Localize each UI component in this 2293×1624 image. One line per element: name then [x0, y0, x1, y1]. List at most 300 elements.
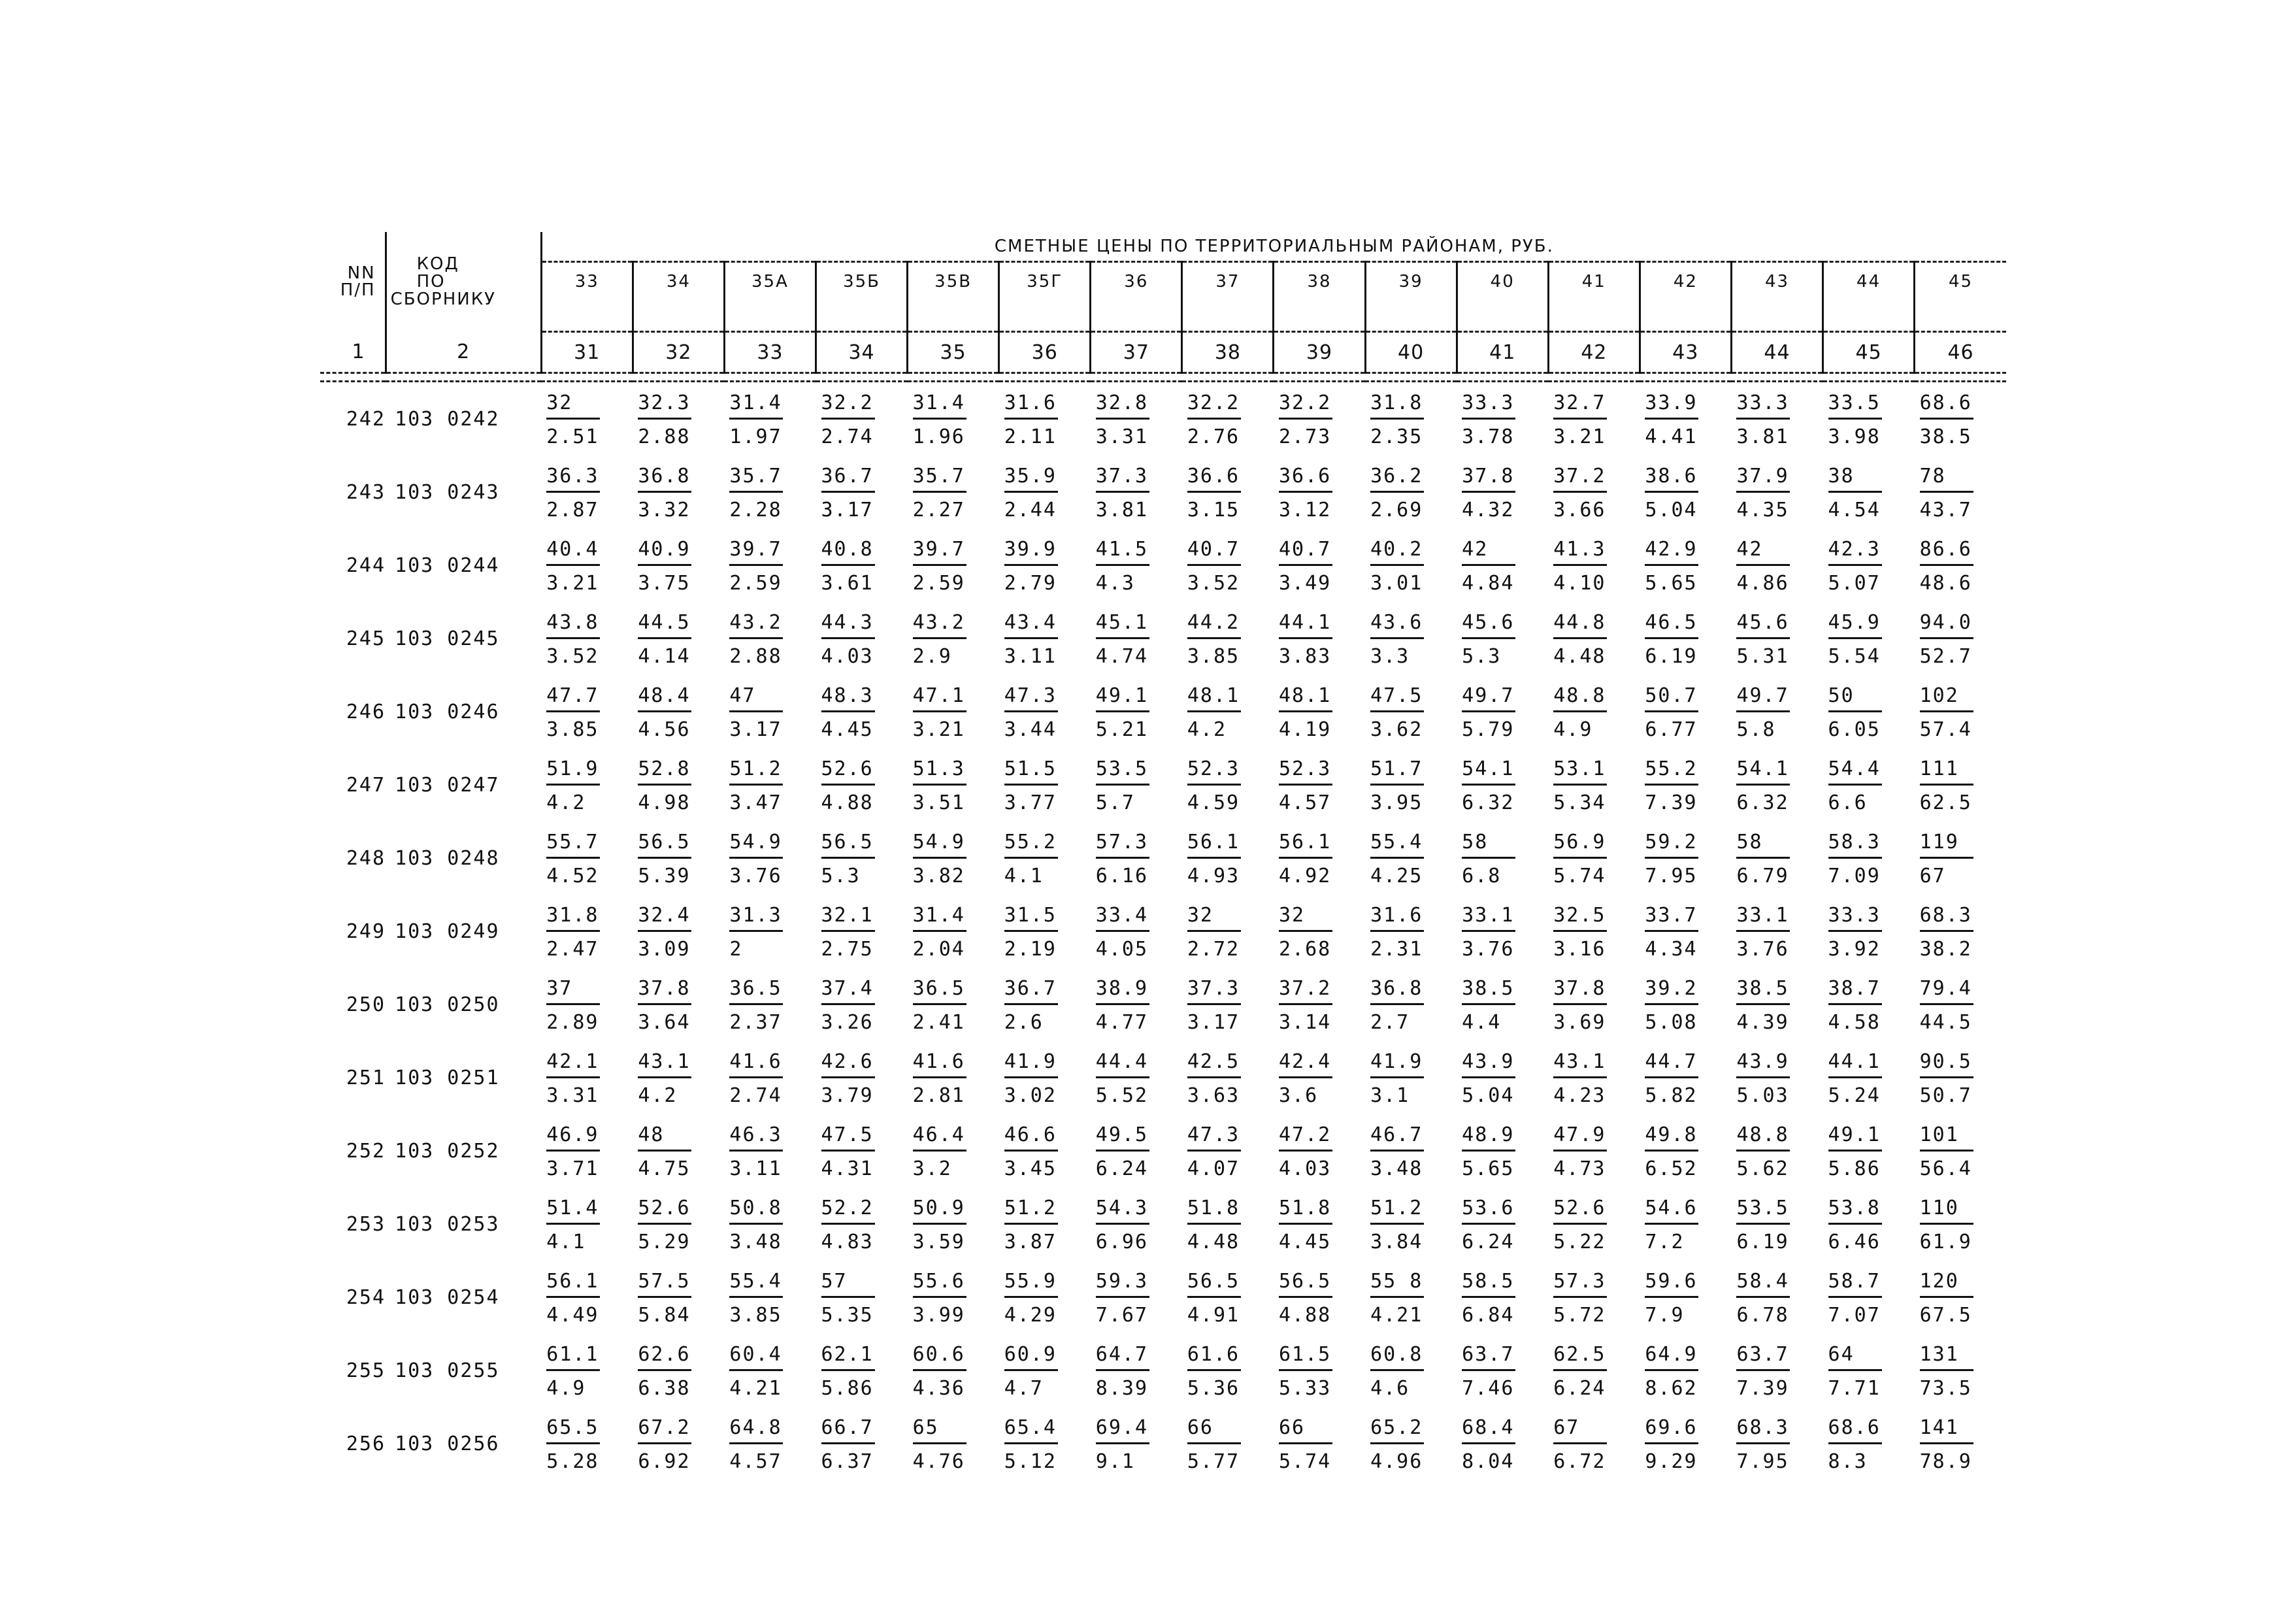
price-value: 33.3 — [1828, 904, 1881, 927]
price-value: 41.3 — [1553, 538, 1606, 561]
price-cell — [633, 1334, 724, 1407]
price-value: 39.7 — [729, 538, 782, 561]
fraction-line — [1096, 1442, 1149, 1444]
fraction-line — [1370, 491, 1424, 493]
column-number: 42 — [1548, 332, 1640, 373]
fraction-line — [1462, 710, 1515, 712]
wage-value: 3.16 — [1553, 938, 1606, 961]
fraction-line — [1279, 784, 1332, 786]
wage-value: 4.91 — [1187, 1304, 1240, 1327]
price-value: 33.1 — [1462, 904, 1515, 927]
price-cell — [1915, 1041, 2006, 1114]
price-value: 50.9 — [912, 1197, 965, 1219]
fraction-line — [1462, 637, 1515, 639]
fraction-line — [1096, 1150, 1149, 1152]
wage-value: 4.74 — [1095, 645, 1149, 668]
fraction-line — [1462, 1150, 1515, 1152]
fraction-line — [638, 418, 691, 420]
row-code: 103 0243 — [395, 480, 500, 504]
price-value: 51.8 — [1278, 1197, 1332, 1219]
price-cell — [1915, 895, 2006, 968]
price-cell — [1731, 1334, 1823, 1407]
fraction-line — [1370, 930, 1424, 932]
price-value: 40.4 — [546, 538, 599, 561]
fraction-line — [1187, 1296, 1241, 1298]
price-value: 35.7 — [729, 465, 782, 488]
price-cell — [816, 675, 908, 748]
wage-value: 2.72 — [1187, 938, 1240, 961]
price-value: 37.3 — [1187, 977, 1240, 1000]
fraction-line — [1004, 637, 1058, 639]
nn-header-line2: П/П — [340, 280, 376, 301]
price-cell — [999, 456, 1091, 529]
price-value: 62.1 — [821, 1343, 874, 1366]
price-value: 49.1 — [1095, 684, 1149, 707]
row-code: 103 0248 — [395, 846, 500, 870]
fraction-line — [1004, 1296, 1058, 1298]
fraction-line — [1187, 857, 1241, 859]
wage-value: 6.05 — [1828, 718, 1881, 741]
row-number: 251 — [346, 1066, 386, 1089]
price-cell — [1915, 1407, 2006, 1480]
price-cell — [633, 821, 724, 895]
price-cell — [1640, 748, 1731, 821]
price-value: 51.7 — [1370, 757, 1423, 780]
price-value: 50 — [1828, 684, 1855, 707]
price-cell — [999, 968, 1091, 1041]
price-cell — [908, 1187, 999, 1261]
wage-value: 3.14 — [1278, 1011, 1332, 1034]
price-value: 43.1 — [638, 1050, 691, 1073]
wage-value: 4.9 — [546, 1377, 586, 1400]
wage-value: 5.72 — [1553, 1304, 1606, 1327]
fraction-line — [1736, 1223, 1790, 1225]
price-cell — [1182, 456, 1274, 529]
price-value: 43.2 — [729, 611, 782, 634]
fraction-line — [821, 1076, 875, 1078]
price-cell — [1091, 675, 1182, 748]
wage-value: 6.52 — [1645, 1157, 1698, 1180]
price-cell — [1182, 895, 1274, 968]
price-value: 31.3 — [729, 904, 782, 927]
wage-value: 5.03 — [1736, 1084, 1789, 1107]
fraction-line — [1462, 930, 1515, 932]
price-cell — [633, 529, 724, 602]
fraction-line — [1279, 1150, 1332, 1152]
price-value: 57.5 — [638, 1270, 691, 1293]
wage-value: 73.5 — [1919, 1377, 1972, 1400]
wage-value: 3.26 — [821, 1011, 874, 1034]
district-header: 39 — [1365, 262, 1457, 332]
fraction-line — [729, 930, 783, 932]
wage-value: 4.83 — [821, 1231, 874, 1253]
price-value: 47.5 — [821, 1123, 874, 1146]
wage-value: 9.1 — [1095, 1450, 1135, 1473]
fraction-line — [821, 1296, 875, 1298]
wage-value: 5.28 — [546, 1450, 599, 1473]
fraction-line — [1920, 1223, 1973, 1225]
price-value: 33.5 — [1828, 391, 1881, 414]
wage-value: 3.2 — [912, 1157, 952, 1180]
fraction-line — [1096, 710, 1149, 712]
price-cell — [1548, 382, 1640, 456]
table-row — [320, 602, 2006, 675]
price-value: 47 — [729, 684, 756, 707]
fraction-line — [546, 930, 600, 932]
price-cell — [724, 602, 816, 675]
price-cell — [1823, 456, 1915, 529]
wage-value: 5.24 — [1828, 1084, 1881, 1107]
fraction-line — [1828, 637, 1882, 639]
price-value: 37.4 — [821, 977, 874, 1000]
price-cell — [816, 456, 908, 529]
price-value: 56.5 — [1278, 1270, 1332, 1293]
nn-header — [320, 232, 386, 332]
price-cell — [1182, 1334, 1274, 1407]
price-value: 56.9 — [1553, 831, 1606, 853]
price-cell — [1823, 1114, 1915, 1187]
wage-value: 5.34 — [1553, 791, 1606, 814]
row-number: 255 — [346, 1359, 386, 1382]
wage-value: 4.57 — [729, 1450, 782, 1473]
wage-value: 5.86 — [821, 1377, 874, 1400]
fraction-line — [1370, 1223, 1424, 1225]
price-table — [320, 232, 2006, 1480]
price-cell — [908, 675, 999, 748]
fraction-line — [546, 1150, 600, 1152]
wage-value: 2.74 — [821, 425, 874, 448]
fraction-line — [1645, 1369, 1698, 1371]
price-value: 33.1 — [1736, 904, 1789, 927]
price-value: 36.8 — [638, 465, 691, 488]
fraction-line — [1370, 1369, 1424, 1371]
wage-value: 5.29 — [638, 1231, 691, 1253]
wage-value: 4.2 — [1187, 718, 1227, 741]
fraction-line — [1553, 1296, 1607, 1298]
fraction-line — [1920, 1003, 1973, 1005]
fraction-line — [1370, 1076, 1424, 1078]
price-value: 38.5 — [1462, 977, 1515, 1000]
row-number: 256 — [346, 1432, 386, 1455]
wage-value: 3.81 — [1095, 499, 1149, 522]
price-cell — [1182, 748, 1274, 821]
wage-value: 3.83 — [1278, 645, 1332, 668]
fraction-line — [729, 418, 783, 420]
price-cell — [999, 1114, 1091, 1187]
price-cell — [1823, 675, 1915, 748]
wage-value: 5.3 — [1462, 645, 1502, 668]
row-code: 103 0253 — [395, 1212, 500, 1236]
wage-value: 5.22 — [1553, 1231, 1606, 1253]
fraction-line — [1462, 1369, 1515, 1371]
price-value: 39.2 — [1645, 977, 1698, 1000]
fraction-line — [1645, 637, 1698, 639]
price-cell — [1548, 1334, 1640, 1407]
wage-value: 4.21 — [729, 1377, 782, 1400]
price-cell — [1274, 382, 1365, 456]
wage-value: 6.6 — [1828, 791, 1868, 814]
price-cell — [1915, 1114, 2006, 1187]
wage-value: 3.45 — [1004, 1157, 1057, 1180]
wage-value: 4.21 — [1370, 1304, 1423, 1327]
fraction-line — [1645, 930, 1698, 932]
price-cell — [1274, 748, 1365, 821]
fraction-line — [1920, 930, 1973, 932]
price-cell — [724, 382, 816, 456]
price-value: 36.8 — [1370, 977, 1423, 1000]
price-cell — [1274, 1261, 1365, 1334]
price-cell — [1823, 1187, 1915, 1261]
wage-value: 4.56 — [638, 718, 691, 741]
price-cell — [1365, 968, 1457, 1041]
price-cell — [1182, 382, 1274, 456]
price-value: 37 — [546, 977, 573, 1000]
wage-value: 5.7 — [1095, 791, 1135, 814]
price-value: 58.4 — [1736, 1270, 1789, 1293]
price-cell — [1091, 1261, 1182, 1334]
price-value: 56.1 — [1278, 831, 1332, 853]
price-value: 49.1 — [1828, 1123, 1881, 1146]
fraction-line — [1187, 1150, 1241, 1152]
price-value: 48 — [638, 1123, 665, 1146]
price-value: 58.3 — [1828, 831, 1881, 853]
wage-value: 4.93 — [1187, 865, 1240, 887]
price-cell — [816, 1261, 908, 1334]
fraction-line — [1828, 491, 1882, 493]
table-row — [320, 456, 2006, 529]
price-cell — [541, 1334, 633, 1407]
fraction-line — [1736, 857, 1790, 859]
wage-value: 6.92 — [638, 1450, 691, 1473]
price-cell — [1091, 1407, 1182, 1480]
price-value: 40.9 — [638, 538, 691, 561]
column-number: 32 — [633, 332, 724, 373]
wage-value: 2.37 — [729, 1011, 782, 1034]
fraction-line — [729, 1150, 783, 1152]
wage-value: 3.1 — [1370, 1084, 1410, 1107]
price-value: 94.0 — [1919, 611, 1972, 634]
wage-value: 2.28 — [729, 499, 782, 522]
wage-value: 3.11 — [729, 1157, 782, 1180]
wage-value: 3.62 — [1370, 718, 1423, 741]
price-value: 43.4 — [1004, 611, 1057, 634]
wage-value: 2.75 — [821, 938, 874, 961]
price-value: 43.6 — [1370, 611, 1423, 634]
fraction-line — [1736, 1296, 1790, 1298]
wage-value: 4.41 — [1645, 425, 1698, 448]
price-value: 42.1 — [546, 1050, 599, 1073]
wage-value: 3.85 — [546, 718, 599, 741]
price-cell — [1548, 1187, 1640, 1261]
wage-value: 5.52 — [1095, 1084, 1149, 1107]
fraction-line — [1553, 1076, 1607, 1078]
fraction-line — [913, 1296, 966, 1298]
price-cell — [816, 748, 908, 821]
fraction-line — [1736, 1369, 1790, 1371]
wage-value: 2.35 — [1370, 425, 1423, 448]
fraction-line — [729, 784, 783, 786]
wage-value: 5.35 — [821, 1304, 874, 1327]
fraction-line — [821, 637, 875, 639]
price-cell — [724, 1041, 816, 1114]
price-value: 44.2 — [1187, 611, 1240, 634]
row-code: 103 0250 — [395, 993, 500, 1016]
price-value: 53.6 — [1462, 1197, 1515, 1219]
price-value: 62.5 — [1553, 1343, 1606, 1366]
table-row — [320, 1041, 2006, 1114]
price-value: 60.6 — [912, 1343, 965, 1366]
fraction-line — [1279, 1442, 1332, 1444]
wage-value: 3.98 — [1828, 425, 1881, 448]
price-value: 45.9 — [1828, 611, 1881, 634]
district-header: 36 — [1091, 262, 1182, 332]
fraction-line — [1553, 1003, 1607, 1005]
fraction-line — [729, 1369, 783, 1371]
wage-value: 4.19 — [1278, 718, 1332, 741]
wage-value: 3.11 — [1004, 645, 1057, 668]
price-cell — [908, 1334, 999, 1407]
price-value: 37.8 — [1462, 465, 1515, 488]
row-code: 103 0254 — [395, 1285, 500, 1309]
wage-value: 2.31 — [1370, 938, 1423, 961]
price-cell — [724, 1261, 816, 1334]
table-row — [320, 382, 2006, 456]
price-value: 54.9 — [912, 831, 965, 853]
price-value: 51.9 — [546, 757, 599, 780]
price-value: 101 — [1919, 1123, 1959, 1146]
price-value: 32.4 — [638, 904, 691, 927]
price-value: 68.6 — [1828, 1416, 1881, 1439]
wage-value: 2.27 — [912, 499, 965, 522]
fraction-line — [546, 491, 600, 493]
fraction-line — [546, 784, 600, 786]
wage-value: 3.21 — [912, 718, 965, 741]
price-cell — [724, 748, 816, 821]
wage-value: 4.49 — [546, 1304, 599, 1327]
price-cell — [1823, 1041, 1915, 1114]
wage-value: 3.77 — [1004, 791, 1057, 814]
price-cell — [999, 1041, 1091, 1114]
price-cell — [1548, 821, 1640, 895]
price-value: 43.9 — [1462, 1050, 1515, 1073]
price-cell — [1182, 1114, 1274, 1187]
fraction-line — [1736, 1076, 1790, 1078]
price-cell — [1640, 1334, 1731, 1407]
fraction-line — [1553, 564, 1607, 566]
wage-value: 38.2 — [1919, 938, 1972, 961]
price-cell — [816, 895, 908, 968]
wage-value: 4.84 — [1462, 572, 1515, 595]
price-cell — [1823, 382, 1915, 456]
wage-value: 5.86 — [1828, 1157, 1881, 1180]
fraction-line — [638, 491, 691, 493]
price-value: 119 — [1919, 831, 1959, 853]
wage-value: 3.09 — [638, 938, 691, 961]
fraction-line — [638, 1369, 691, 1371]
price-value: 42.3 — [1828, 538, 1881, 561]
price-value: 41.6 — [729, 1050, 782, 1073]
fraction-line — [1004, 930, 1058, 932]
fraction-line — [1462, 1223, 1515, 1225]
price-cell — [1274, 456, 1365, 529]
fraction-line — [1187, 710, 1241, 712]
fraction-line — [1096, 564, 1149, 566]
fraction-line — [729, 1223, 783, 1225]
wage-value: 3.32 — [638, 499, 691, 522]
price-value: 37.2 — [1278, 977, 1332, 1000]
wage-value: 3.82 — [912, 865, 965, 887]
fraction-line — [1187, 637, 1241, 639]
price-value: 35.7 — [912, 465, 965, 488]
price-value: 42.6 — [821, 1050, 874, 1073]
price-value: 31.5 — [1004, 904, 1057, 927]
wage-value: 3.59 — [912, 1231, 965, 1253]
fraction-line — [1370, 564, 1424, 566]
fraction-line — [1279, 1223, 1332, 1225]
wage-value: 4.9 — [1553, 718, 1593, 741]
fraction-line — [913, 1003, 966, 1005]
price-value: 56.5 — [1187, 1270, 1240, 1293]
price-value: 31.4 — [912, 904, 965, 927]
fraction-line — [1828, 418, 1882, 420]
price-cell — [541, 1114, 633, 1187]
price-value: 37.8 — [638, 977, 691, 1000]
price-cell — [999, 675, 1091, 748]
price-cell — [541, 895, 633, 968]
fraction-line — [1004, 1150, 1058, 1152]
price-cell — [908, 1041, 999, 1114]
price-value: 47.5 — [1370, 684, 1423, 707]
price-cell — [1274, 968, 1365, 1041]
wage-value: 4.98 — [638, 791, 691, 814]
price-cell — [1274, 1407, 1365, 1480]
fraction-line — [913, 1223, 966, 1225]
price-cell — [999, 821, 1091, 895]
price-value: 52.8 — [638, 757, 691, 780]
price-cell — [1915, 1334, 2006, 1407]
fraction-line — [1553, 1223, 1607, 1225]
price-cell — [1640, 382, 1731, 456]
price-value: 58.5 — [1462, 1270, 1515, 1293]
wage-value: 7.39 — [1736, 1377, 1789, 1400]
price-value: 64.8 — [729, 1416, 782, 1439]
price-value: 39.9 — [1004, 538, 1057, 561]
price-value: 38.7 — [1828, 977, 1881, 1000]
price-value: 36.6 — [1278, 465, 1332, 488]
price-cell — [816, 529, 908, 602]
table-row — [320, 1407, 2006, 1480]
fraction-line — [821, 418, 875, 420]
wage-value: 4.96 — [1370, 1450, 1423, 1473]
price-value: 54.9 — [729, 831, 782, 853]
wage-value: 3.75 — [638, 572, 691, 595]
price-value: 56.5 — [638, 831, 691, 853]
fraction-line — [1645, 1442, 1698, 1444]
price-value: 56.1 — [546, 1270, 599, 1293]
wage-value: 3.49 — [1278, 572, 1332, 595]
column-number: 40 — [1365, 332, 1457, 373]
fraction-line — [729, 491, 783, 493]
wage-value: 3.76 — [729, 865, 782, 887]
price-cell — [1823, 748, 1915, 821]
price-cell — [724, 1407, 816, 1480]
wage-value: 3.71 — [546, 1157, 599, 1180]
price-cell — [1182, 1407, 1274, 1480]
price-value: 66.7 — [821, 1416, 874, 1439]
wage-value: 6.79 — [1736, 865, 1789, 887]
fraction-line — [1920, 784, 1973, 786]
fraction-line — [913, 710, 966, 712]
